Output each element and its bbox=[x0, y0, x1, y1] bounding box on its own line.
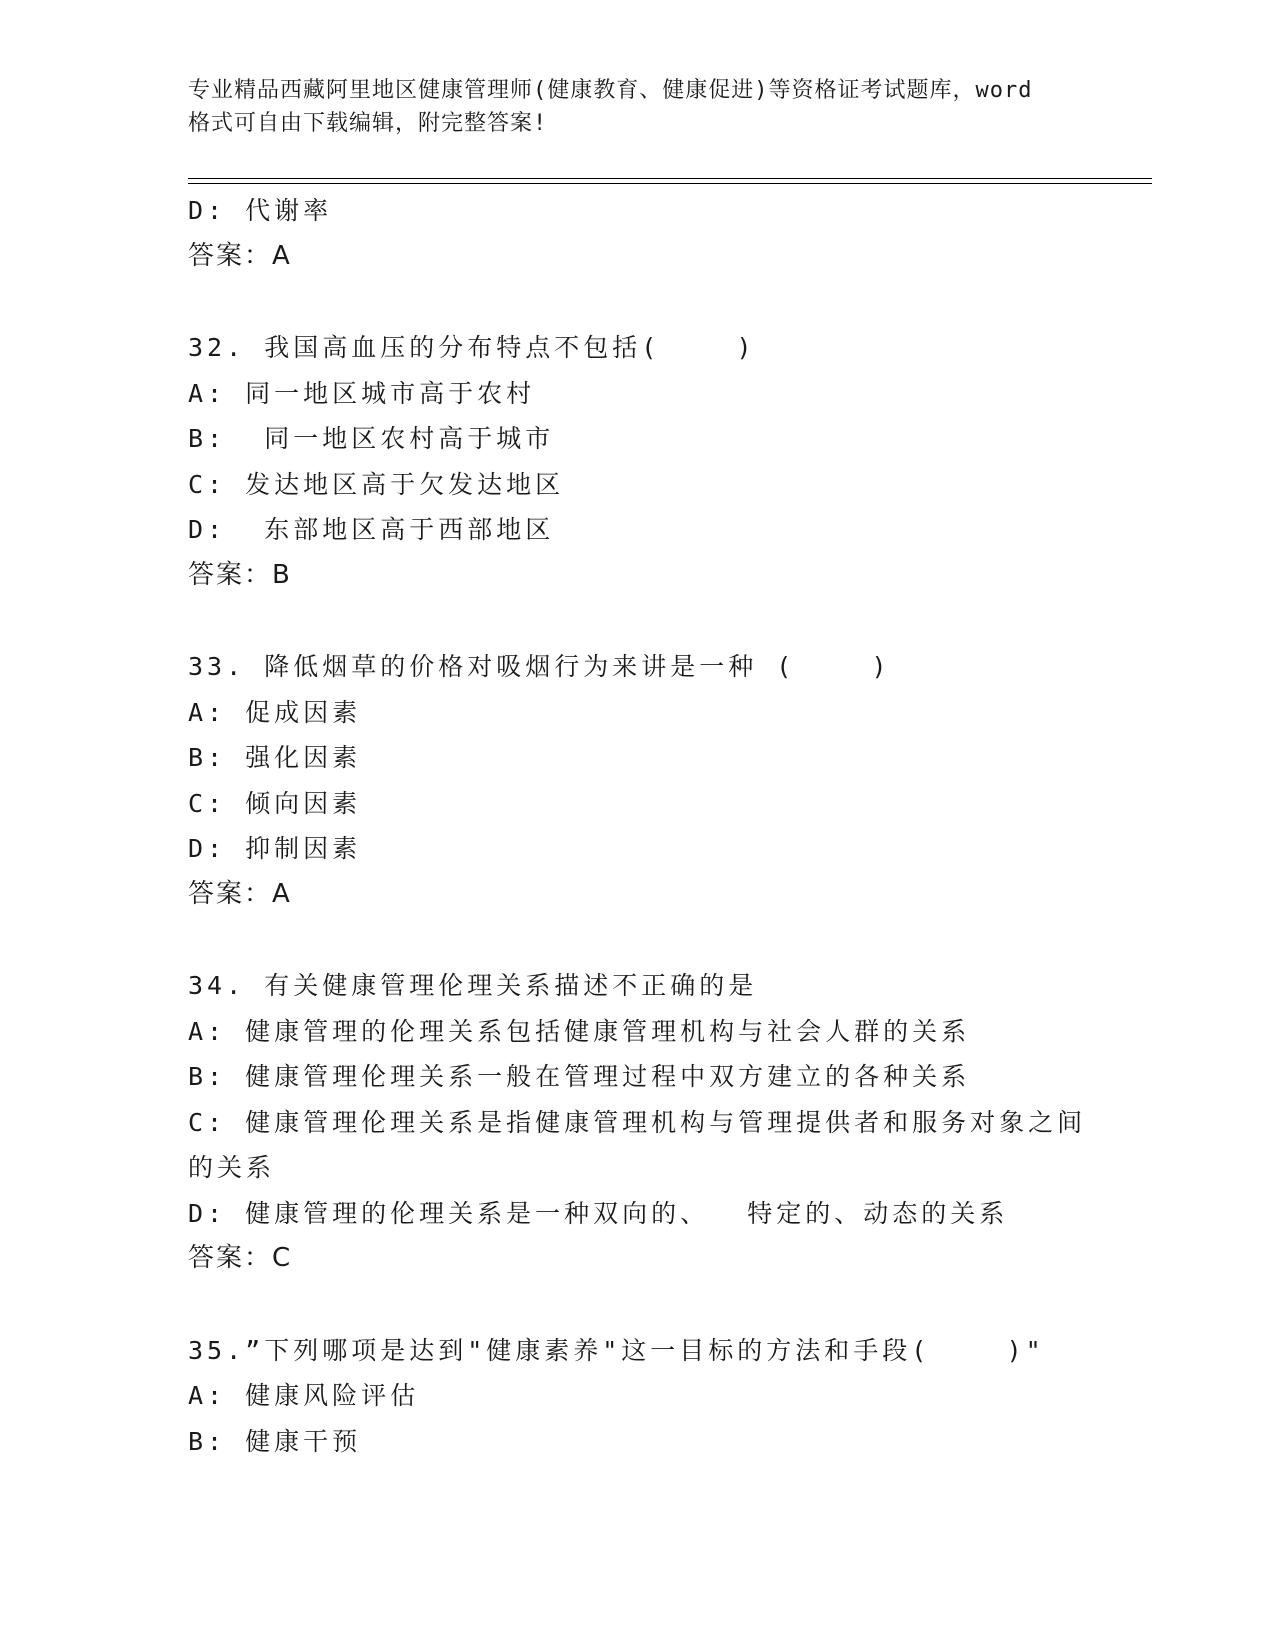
spacer bbox=[188, 917, 1088, 963]
option-b: B: 同一地区农村高于城市 bbox=[188, 424, 555, 453]
option-a: A: 健康风险评估 bbox=[188, 1381, 420, 1410]
answer-label: 答案：B bbox=[188, 559, 292, 590]
spacer bbox=[188, 279, 1088, 325]
question-stem: 33. 降低烟草的价格对吸烟行为来讲是一种 ( ) bbox=[188, 652, 891, 681]
option-c: C: 倾向因素 bbox=[188, 788, 362, 818]
question-block-35 bbox=[188, 1328, 1088, 1465]
header-line-1: 专业精品西藏阿里地区健康管理师(健康教育、健康促进)等资格证考试题库，word bbox=[188, 78, 1033, 103]
option-c: C: 健康管理伦理关系是指健康管理机构与管理提供者和服务对象之间 bbox=[188, 1107, 1087, 1137]
question-stem: 34. 有关健康管理伦理关系描述不正确的是 bbox=[188, 971, 758, 1000]
option-d: D: 东部地区高于西部地区 bbox=[188, 515, 555, 544]
question-stem: 32. 我国高血压的分布特点不包括( ) bbox=[188, 333, 756, 362]
spacer bbox=[188, 598, 1088, 644]
option-c-continued: 的关系 bbox=[188, 1153, 276, 1182]
question-block-31 bbox=[188, 188, 1088, 279]
question-block-32 bbox=[188, 325, 1088, 598]
option-c: C: 发达地区高于欠发达地区 bbox=[188, 469, 565, 499]
option-a: A: 促成因素 bbox=[188, 697, 362, 727]
question-list bbox=[188, 188, 1088, 1464]
question-block-34 bbox=[188, 963, 1088, 1282]
header-divider-top bbox=[188, 178, 1152, 179]
document-header bbox=[188, 74, 1088, 140]
option-d: D: 抑制因素 bbox=[188, 834, 362, 863]
answer-label: 答案：A bbox=[188, 240, 292, 271]
option-a: A: 健康管理的伦理关系包括健康管理机构与社会人群的关系 bbox=[188, 1016, 971, 1046]
option-b: B: 强化因素 bbox=[188, 743, 362, 772]
answer-label: 答案：C bbox=[188, 1243, 293, 1273]
option-a: A: 同一地区城市高于农村 bbox=[188, 378, 536, 408]
option-b: B: 健康干预 bbox=[188, 1426, 362, 1456]
answer-label: 答案：A bbox=[188, 878, 292, 909]
option-d: D: 健康管理的伦理关系是一种双向的、 特定的、动态的关系 bbox=[188, 1198, 1009, 1228]
question-block-33 bbox=[188, 644, 1088, 917]
option-d: D: 代谢率 bbox=[188, 196, 333, 225]
header-divider-bottom bbox=[188, 183, 1152, 184]
option-b: B: 健康管理伦理关系一般在管理过程中双方建立的各种关系 bbox=[188, 1062, 971, 1091]
spacer bbox=[188, 1282, 1088, 1328]
header-line-2: 格式可自由下载编辑，附完整答案! bbox=[188, 111, 548, 136]
question-stem: 35.”下列哪项是达到"健康素养"这一目标的方法和手段( )" bbox=[188, 1335, 1045, 1365]
